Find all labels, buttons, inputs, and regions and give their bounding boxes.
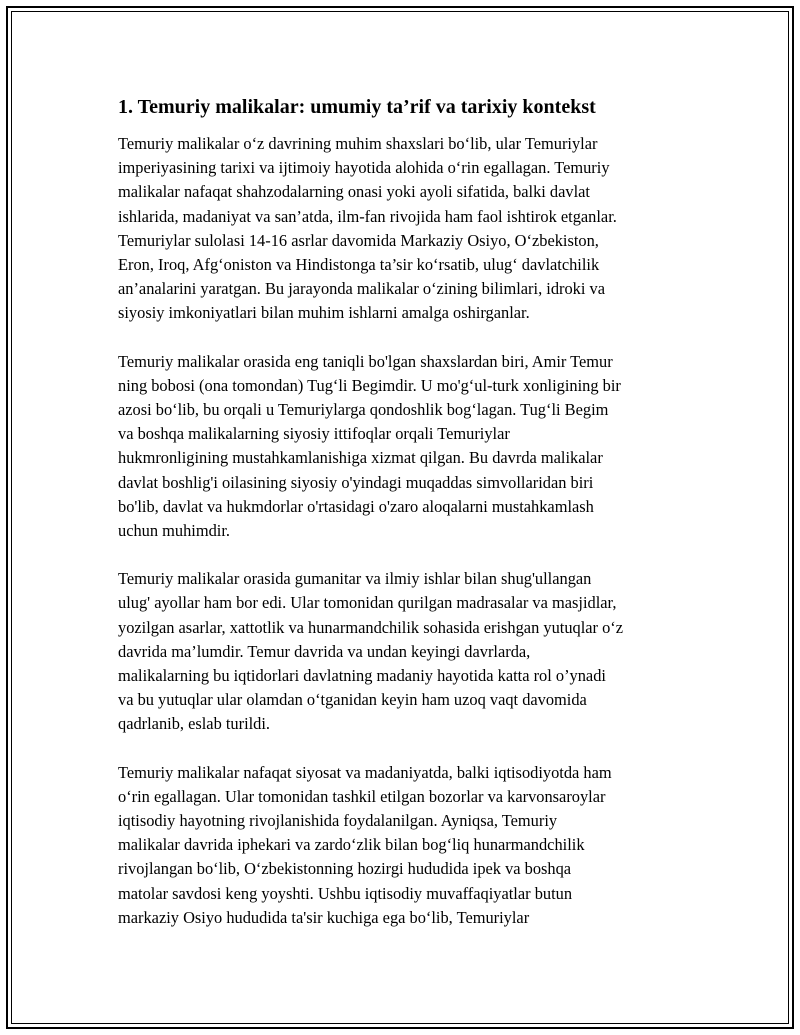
section-heading: 1. Temuriy malikalar: umumiy ta’rif va tarixiy kontekst <box>118 96 596 118</box>
document-body <box>118 94 688 954</box>
paragraph-4: Temuriy malikalar nafaqat siyosat va madaniyatda, balki iqtisodiyotda ham o‘rin egallagan. Ular tomonidan tashkil etilgan bozorlar va karvonsaroylar iqtisodiy hayotning rivojlanishida foydalanilgan. Ayniqsa, Temuriy malikalar davrida iphekari va zardo‘zlik bilan bog‘liq hunarmandchilik rivojlangan bo‘lib, O‘zbekistonning hozirgi hududida ipek va boshqa matolar savdosi keng yoyshti. Ushbu iqtisodiy muvaffaqiyatlar butun markaziy Osiyo hududida ta'sir kuchiga ega bo‘lib, Temuriylar <box>118 762 612 927</box>
paragraph-3: Temuriy malikalar orasida gumanitar va ilmiy ishlar bilan shug'ullangan ulug' ayollar ham bor edi. Ular tomonidan qurilgan madrasalar va masjidlar, yozilgan asarlar, xattotlik va hunarmandchilik sohasida erishgan yutuqlar o‘z davrida ma’lumdir. Temur davrida va undan keyingi davrlarda, malikalarning bu iqtidorlari davlatning madaniy hayotida katta rol o’ynadi va bu yutuqlar ular olamdan o‘tganidan keyin ham uzoq vaqt davomida qadrlanib, eslab turildi. <box>118 569 624 734</box>
paragraph-2: Temuriy malikalar orasida eng taniqli bo'lgan shaxslardan biri, Amir Temur ning bobosi (ona tomondan) Tug‘li Begimdir. U mo'g‘ul-turk xonligining bir azosi bo‘lib, bu orqali u Temuriylarga qondoshlik bog‘lagan. Tug‘li Begim va boshqa malikalarning siyosiy ittifoqlar orqali Temuriylar hukmronligining mustahkamlanishiga xizmat qilgan. Bu davrda malikalar davlat boshlig'i oilasining siyosiy o'yindagi muqaddas simvollaridan biri bo'lib, davlat va hukmdorlar o'rtasidagi o'zaro aloqalarni mustahkamlash uchun muhimdir. <box>118 351 621 541</box>
paragraph-1: Temuriy malikalar o‘z davrining muhim shaxslari bo‘lib, ular Temuriylar imperiyasining tarixi va ijtimoiy hayotida alohida o‘rin egallagan. Temuriy malikalar nafaqat shahzodalarning onasi yoki ayoli sifatida, balki davlat ishlarida, madaniyat va san’atda, ilm-fan rivojida ham faol ishtirok etganlar. Temuriylar sulolasi 14-16 asrlar davomida Markaziy Osiyo, O‘zbekiston, Eron, Iroq, Afg‘oniston va Hindistonga ta’sir ko‘rsatib, ulug‘ davlatchilik an’analarini yaratgan. Bu jarayonda malikalar o‘zining bilimlari, idroki va siyosiy imkoniyatlari bilan muhim ishlarni amalga oshirganlar. <box>118 134 617 323</box>
